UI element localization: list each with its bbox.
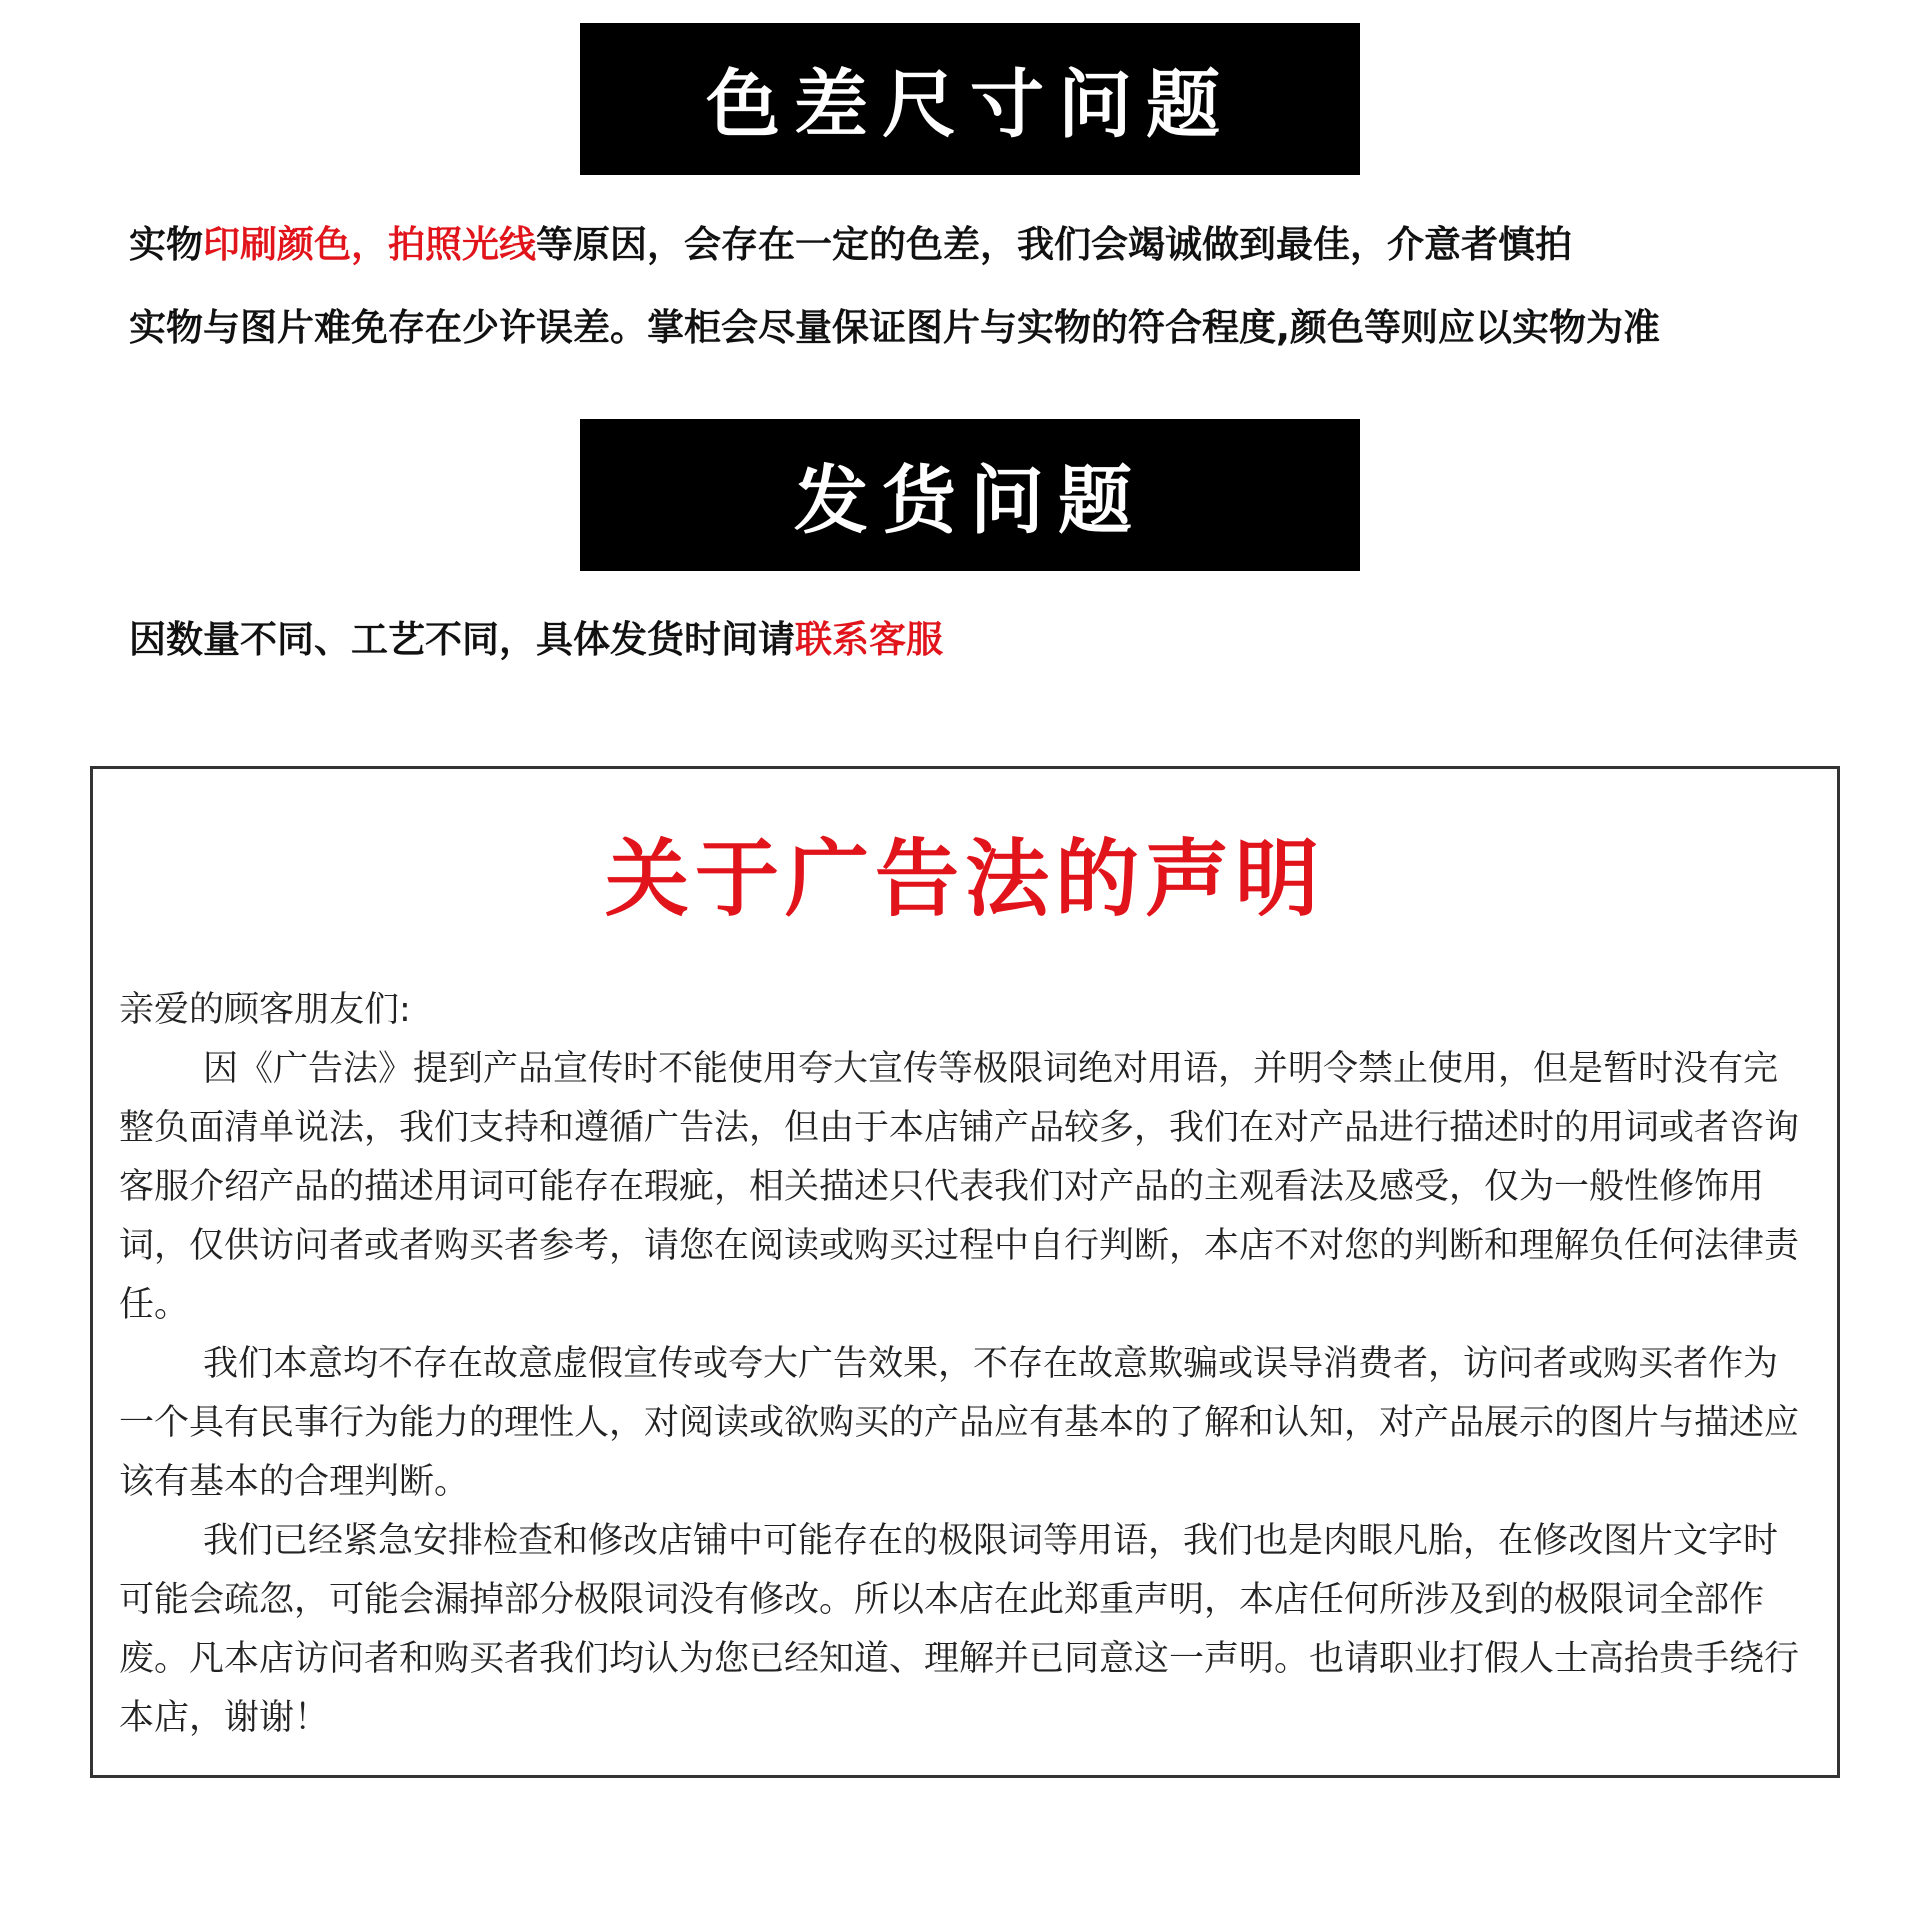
notice-body xyxy=(119,981,1809,1748)
color-difference-note xyxy=(129,223,1572,267)
contact-service-highlight: 联系客服 xyxy=(795,618,943,661)
notice-title: 关于广告法的声明 xyxy=(604,830,1325,928)
shipping-title: 发货问题 xyxy=(794,458,1146,544)
ad-law-notice-box xyxy=(90,766,1840,1778)
size-error-note xyxy=(129,306,1660,350)
notice-paragraph-2: 我们本意均不存在故意虚假宣传或夸大广告效果，不存在故意欺骗或误导消费者，访问者或购买者作为一个具有民事行为能力的理性人，对阅读或欲购买的产品应有基本的了解和认知，对产品展示的图片与描述应该有基本的合理判断。 xyxy=(119,1344,1800,1502)
notice-paragraph-1: 因《广告法》提到产品宣传时不能使用夸大宣传等极限词绝对用语，并明令禁止使用，但是暂时没有完整负面清单说法，我们支持和遵循广告法，但由于本店铺产品较多，我们在对产品进行描述时的用词或者咨询客服介绍产品的描述用词可能存在瑕疵，相关描述只代表我们对产品的主观看法及感受，仅为一般性修饰用词，仅供访问者或者购买者参考，请您在阅读或购买过程中自行判断，本店不对您的判断和理解负任何法律责任。 xyxy=(119,1049,1800,1325)
shipping-note-text: 因数量不同、工艺不同，具体发货时间请 xyxy=(129,618,795,661)
notice-greeting: 亲爱的顾客朋友们: xyxy=(119,990,411,1030)
notice-paragraph-3: 我们已经紧急安排检查和修改店铺中可能存在的极限词等用语，我们也是肉眼凡胎，在修改图片文字时可能会疏忽，可能会漏掉部分极限词没有修改。所以本店在此郑重声明，本店任何所涉及到的极限词全部作废。凡本店访问者和购买者我们均认为您已经知道、理解并已同意这一声明。也请职业打假人士高抬贵手绕行本店，谢谢！ xyxy=(119,1521,1800,1738)
color-note-highlight: 印刷颜色，拍照光线 xyxy=(203,223,536,266)
color-note-text-b: 等原因，会存在一定的色差，我们会竭诚做到最佳，介意者慎拍 xyxy=(536,223,1572,266)
shipping-note xyxy=(129,618,943,662)
color-note-text-a: 实物 xyxy=(129,223,203,266)
color-size-title: 色差尺寸问题 xyxy=(706,62,1234,148)
shipping-banner xyxy=(580,419,1360,571)
size-note-text: 实物与图片难免存在少许误差。掌柜会尽量保证图片与实物的符合程度,颜色等则应以实物为准 xyxy=(129,306,1661,349)
color-size-banner xyxy=(580,23,1360,175)
